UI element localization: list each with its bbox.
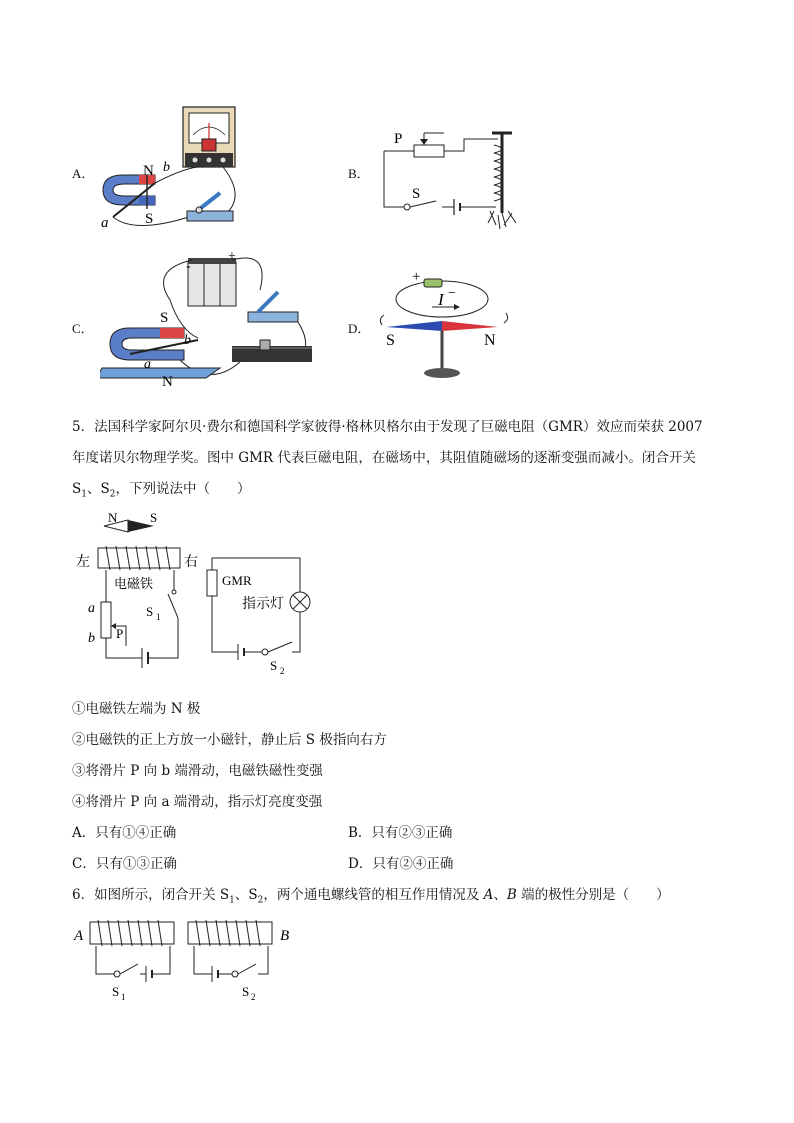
q6-figure (72, 912, 312, 1012)
fig-c-a: a (144, 357, 151, 372)
q5-text-line2: 年度诺贝尔物理学奖。图中 GMR 代表巨磁电阻，在磁场中，其阻值随磁场的逐渐变强而减小。闭合开关 (72, 450, 696, 466)
fig-b-p: P (394, 131, 403, 147)
q5-fig-electromagnet: 电磁铁 (114, 576, 154, 591)
figure-a-generator (95, 105, 245, 235)
fig-c-n: N (162, 374, 173, 390)
q5-fig-n: N (108, 510, 118, 525)
q5-statement-3: ③将滑片 P 向 b 端滑动，电磁铁磁性变强 (72, 763, 323, 779)
fig-a-b: b (163, 160, 170, 175)
fig-c-minus: - (186, 259, 191, 274)
q5-fig-lamp: 指示灯 (242, 597, 284, 612)
q5-fig-right: 右 (184, 555, 198, 570)
fig-b-s: S (412, 186, 421, 202)
fig-a-a: a (101, 215, 109, 231)
q5-text-line1: 5．法国科学家阿尔贝·费尔和德国科学家彼得·格林贝格尔由于发现了巨磁电阻（GMR）效应而荣获 2007 (72, 419, 703, 435)
q5-fig-left: 左 (76, 555, 90, 570)
q6-fig-a: A (74, 928, 84, 944)
fig-d-plus: + (412, 269, 421, 285)
q5-figure (70, 508, 340, 678)
q6-fig-s1: S (112, 984, 120, 999)
figure-d-oersted (372, 265, 522, 385)
q5-fig-s2-sub: 2 (280, 666, 285, 676)
fig-d-n: N (484, 332, 496, 349)
q5-fig-s1-sub: 1 (156, 612, 161, 622)
fig-d-i: I (438, 290, 444, 309)
q5-choice-b[interactable]: B．只有②③正确 (348, 825, 453, 841)
q5-fig-p: P (116, 626, 124, 641)
q6-fig-s1-sub: 1 (121, 992, 126, 1002)
figure-c-motor (100, 250, 320, 390)
q5-choice-a[interactable]: A．只有①④正确 (72, 825, 177, 841)
q5-statement-1: ①电磁铁左端为 N 极 (72, 701, 201, 717)
figure-b-circuit (378, 125, 538, 237)
option-a-label: A． (72, 166, 95, 181)
fig-d-minus: − (448, 286, 456, 301)
q5-fig-s2: S (270, 658, 278, 673)
option-d-label: D． (348, 321, 371, 336)
option-c-label: C． (72, 321, 94, 336)
q5-fig-gmr: GMR (222, 573, 252, 588)
q6-fig-b: B (280, 928, 290, 944)
fig-c-s: S (160, 310, 169, 326)
q6-fig-s2-sub: 2 (251, 992, 256, 1002)
q5-statement-2: ②电磁铁的正上方放一小磁针，静止后 S 极指向右方 (72, 732, 387, 748)
option-b-label: B． (348, 166, 370, 181)
fig-c-b: b (184, 333, 191, 348)
q5-fig-s: S (150, 510, 158, 525)
q5-choice-d[interactable]: D．只有②④正确 (348, 856, 454, 872)
fig-d-s: S (386, 332, 395, 349)
q5-choice-c[interactable]: C．只有①③正确 (72, 856, 177, 872)
q5-statement-4: ④将滑片 P 向 a 端滑动，指示灯亮度变强 (72, 794, 323, 810)
q5-fig-s1: S (146, 604, 154, 619)
fig-a-n: N (143, 163, 154, 179)
q5-text-line3: $S_1$、$S_2$，下列说法中（ ） (72, 481, 251, 500)
q5-fig-a: a (88, 601, 95, 616)
q6-text: 6．如图所示，闭合开关 $S_1$、$S_2$，两个通电螺线管的相互作用情况及 A、B 端的极性分别是（ ） (72, 887, 670, 906)
fig-a-s: S (145, 211, 154, 227)
fig-c-plus: + (228, 250, 236, 264)
q5-fig-b: b (88, 631, 95, 646)
q6-fig-s2: S (242, 984, 250, 999)
